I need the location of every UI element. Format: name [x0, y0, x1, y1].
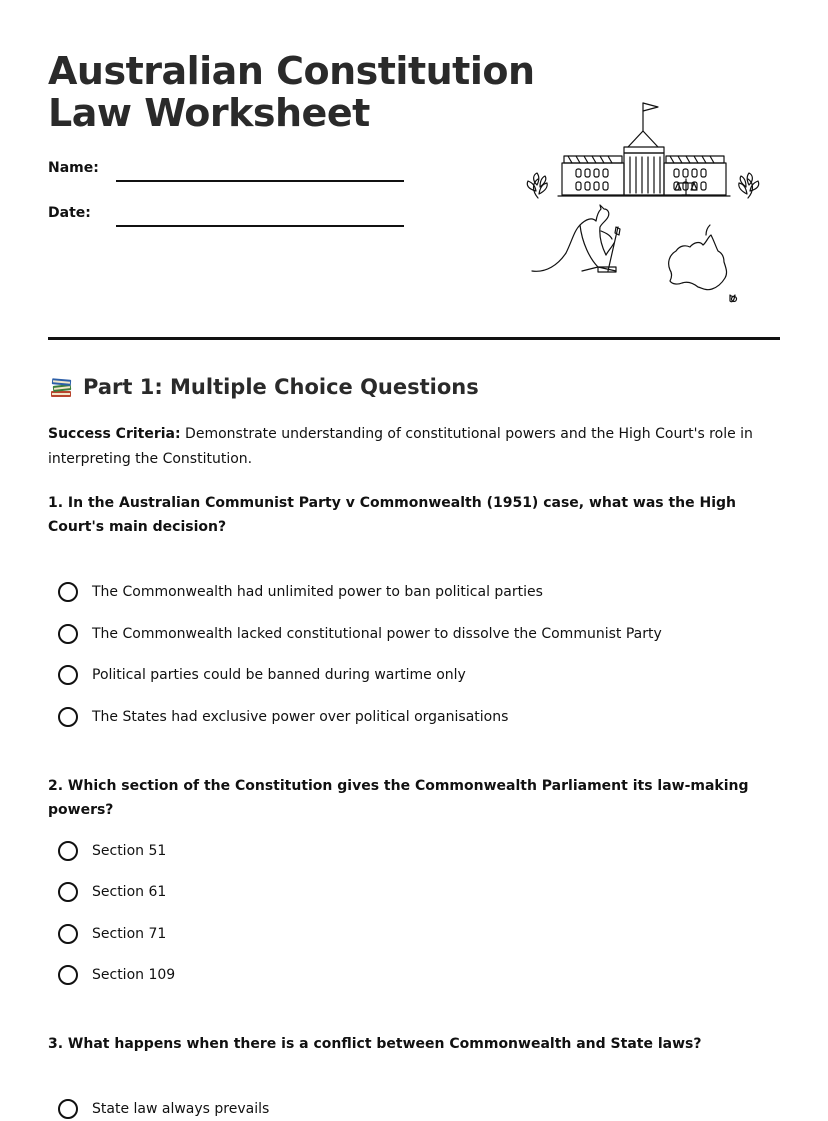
- radio-button[interactable]: [58, 665, 78, 685]
- date-label: Date:: [48, 205, 91, 221]
- option-label: Section 71: [92, 926, 167, 942]
- q2-option-4[interactable]: [58, 963, 175, 987]
- q2-option-3[interactable]: [58, 922, 166, 946]
- books-icon: [48, 374, 74, 400]
- radio-button[interactable]: [58, 965, 78, 985]
- kangaroo-icon: [532, 205, 620, 272]
- australia-map-icon: [669, 225, 737, 302]
- parliament-house-icon: [558, 103, 730, 196]
- option-label: Section 109: [92, 967, 176, 983]
- section-divider: [48, 337, 780, 340]
- q1-option-2[interactable]: [58, 622, 662, 646]
- worksheet-title: [48, 50, 535, 134]
- option-label: The States had exclusive power over political organisations: [92, 709, 509, 725]
- radio-button[interactable]: [58, 882, 78, 902]
- option-label: State law always prevails: [92, 1101, 270, 1117]
- radio-button[interactable]: [58, 582, 78, 602]
- question-1: 1. In the Australian Communist Party v Commonwealth (1951) case, what was the High Court's main decision?: [48, 495, 737, 535]
- laurel-right-icon: [739, 173, 759, 198]
- q2-option-2[interactable]: [58, 880, 166, 904]
- success-criteria: [48, 422, 783, 472]
- radio-button[interactable]: [58, 924, 78, 944]
- option-label: The Commonwealth lacked constitutional power to dissolve the Communist Party: [92, 626, 662, 642]
- option-label: Section 51: [92, 843, 167, 859]
- title-line-1: Australian Constitution: [48, 49, 535, 93]
- q1-option-1[interactable]: [58, 580, 543, 604]
- question-3: 3. What happens when there is a conflict between Commonwealth and State laws?: [48, 1036, 702, 1052]
- part1-heading-text: Part 1: Multiple Choice Questions: [83, 375, 479, 399]
- radio-button[interactable]: [58, 1099, 78, 1119]
- scales-of-justice-icon: [675, 179, 697, 195]
- radio-button[interactable]: [58, 841, 78, 861]
- option-label: The Commonwealth had unlimited power to ban political parties: [92, 584, 543, 600]
- option-label: Section 61: [92, 884, 167, 900]
- name-field[interactable]: [116, 180, 404, 182]
- q3-option-1[interactable]: [58, 1097, 269, 1121]
- title-line-2: Law Worksheet: [48, 91, 370, 135]
- parliament-kangaroo-map-illustration: [520, 95, 770, 315]
- success-criteria-label: Success Criteria:: [48, 426, 181, 442]
- laurel-left-icon: [527, 173, 547, 198]
- name-label: Name:: [48, 160, 99, 176]
- q1-option-4[interactable]: [58, 705, 508, 729]
- question-2: 2. Which section of the Constitution gives the Commonwealth Parliament its law-making powers?: [48, 778, 749, 818]
- radio-button[interactable]: [58, 624, 78, 644]
- date-field[interactable]: [116, 225, 404, 227]
- option-label: Political parties could be banned during wartime only: [92, 667, 466, 683]
- radio-button[interactable]: [58, 707, 78, 727]
- success-criteria-text: Demonstrate understanding of constitutional powers and the High Court's role in interpreting the Constitution.: [48, 426, 753, 467]
- part1-heading: [48, 374, 479, 400]
- q1-option-3[interactable]: [58, 663, 466, 687]
- q2-option-1[interactable]: [58, 839, 166, 863]
